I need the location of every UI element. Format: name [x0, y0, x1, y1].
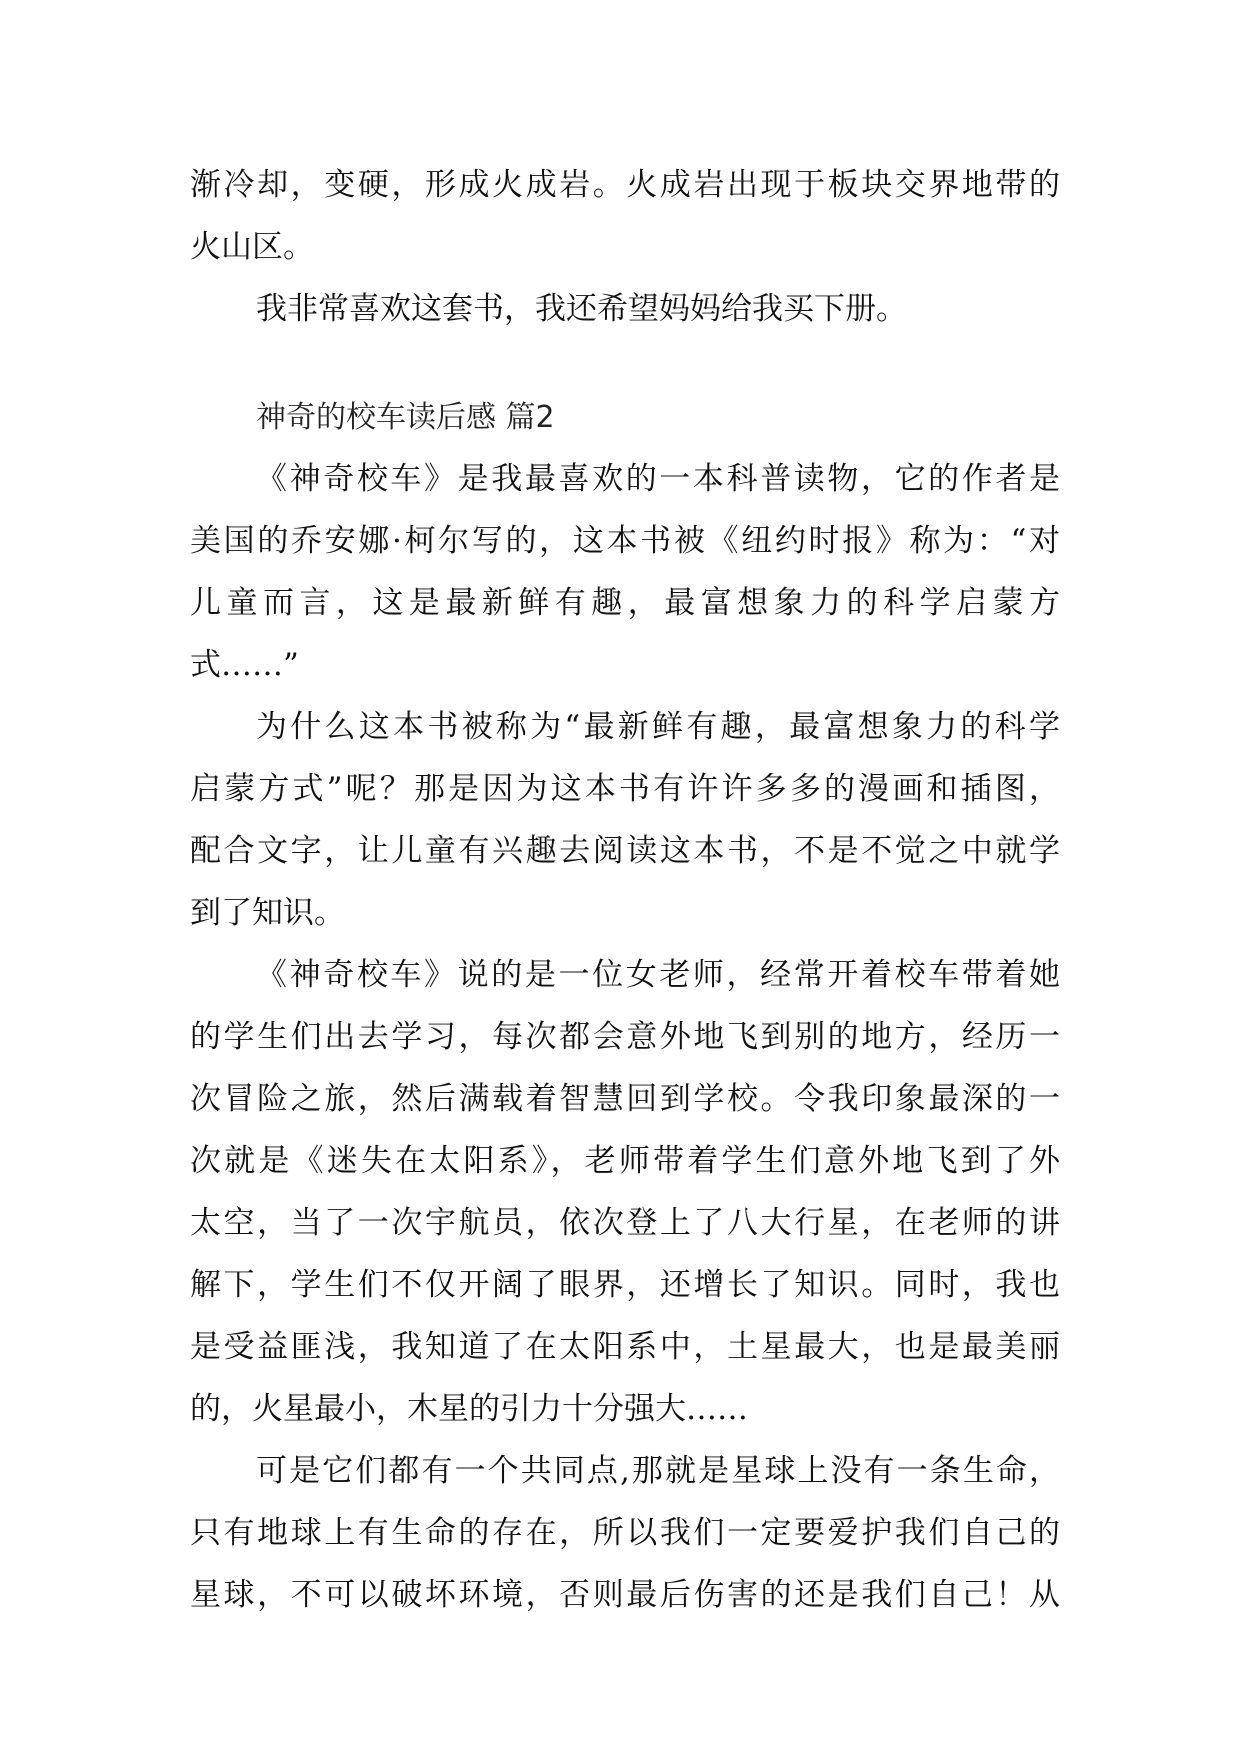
text-line: 的学生们出去学习，每次都会意外地飞到别的地方，经历一: [190, 1019, 1060, 1055]
text-line: 解下，学生们不仅开阔了眼界，还增长了知识。同时，我也: [190, 1267, 1060, 1303]
text-line: 的，火星最小，木星的引力十分强大……: [190, 1391, 748, 1427]
text-line: 配合文字，让儿童有兴趣去阅读这本书，不是不觉之中就学: [190, 833, 1060, 869]
text-line: 次冒险之旅，然后满载着智慧回到学校。令我印象最深的一: [190, 1081, 1060, 1117]
text-line: 只有地球上有生命的存在，所以我们一定要爱护我们自己的: [190, 1515, 1060, 1551]
text-line: 次就是《迷失在太阳系》，老师带着学生们意外地飞到了外: [190, 1143, 1060, 1179]
text-line: 太空，当了一次宇航员，依次登上了八大行星，在老师的讲: [190, 1205, 1060, 1241]
text-line: 星球，不可以破坏环境，否则最后伤害的还是我们自己！从: [190, 1577, 1060, 1613]
text-line: 是受益匪浅，我知道了在太阳系中，土星最大，也是最美丽: [190, 1329, 1060, 1365]
text-line: 到了知识。: [190, 895, 345, 931]
text-line: 我非常喜欢这套书，我还希望妈妈给我买下册。: [256, 291, 907, 327]
text-line: 渐冷却，变硬，形成火成岩。火成岩出现于板块交界地带的: [190, 167, 1060, 203]
text-line: 《神奇校车》说的是一位女老师，经常开着校车带着她: [256, 957, 1060, 993]
text-line: 儿童而言，这是最新鲜有趣，最富想象力的科学启蒙方: [190, 585, 1060, 621]
text-line: 为什么这本书被称为“最新鲜有趣，最富想象力的科学: [256, 709, 1060, 745]
text-line: 《神奇校车》是我最喜欢的一本科普读物，它的作者是: [256, 461, 1060, 497]
text-line: 式……”: [190, 647, 299, 683]
text-line: 可是它们都有一个共同点,那就是星球上没有一条生命，: [256, 1453, 1060, 1489]
text-line: 美国的乔安娜·柯尔写的，这本书被《纽约时报》称为：“对: [190, 523, 1060, 559]
section-heading: 神奇的校车读后感 篇2: [256, 400, 555, 435]
text-line: 启蒙方式”呢？那是因为这本书有许许多多的漫画和插图，: [190, 771, 1060, 807]
text-line: 火山区。: [190, 229, 314, 265]
